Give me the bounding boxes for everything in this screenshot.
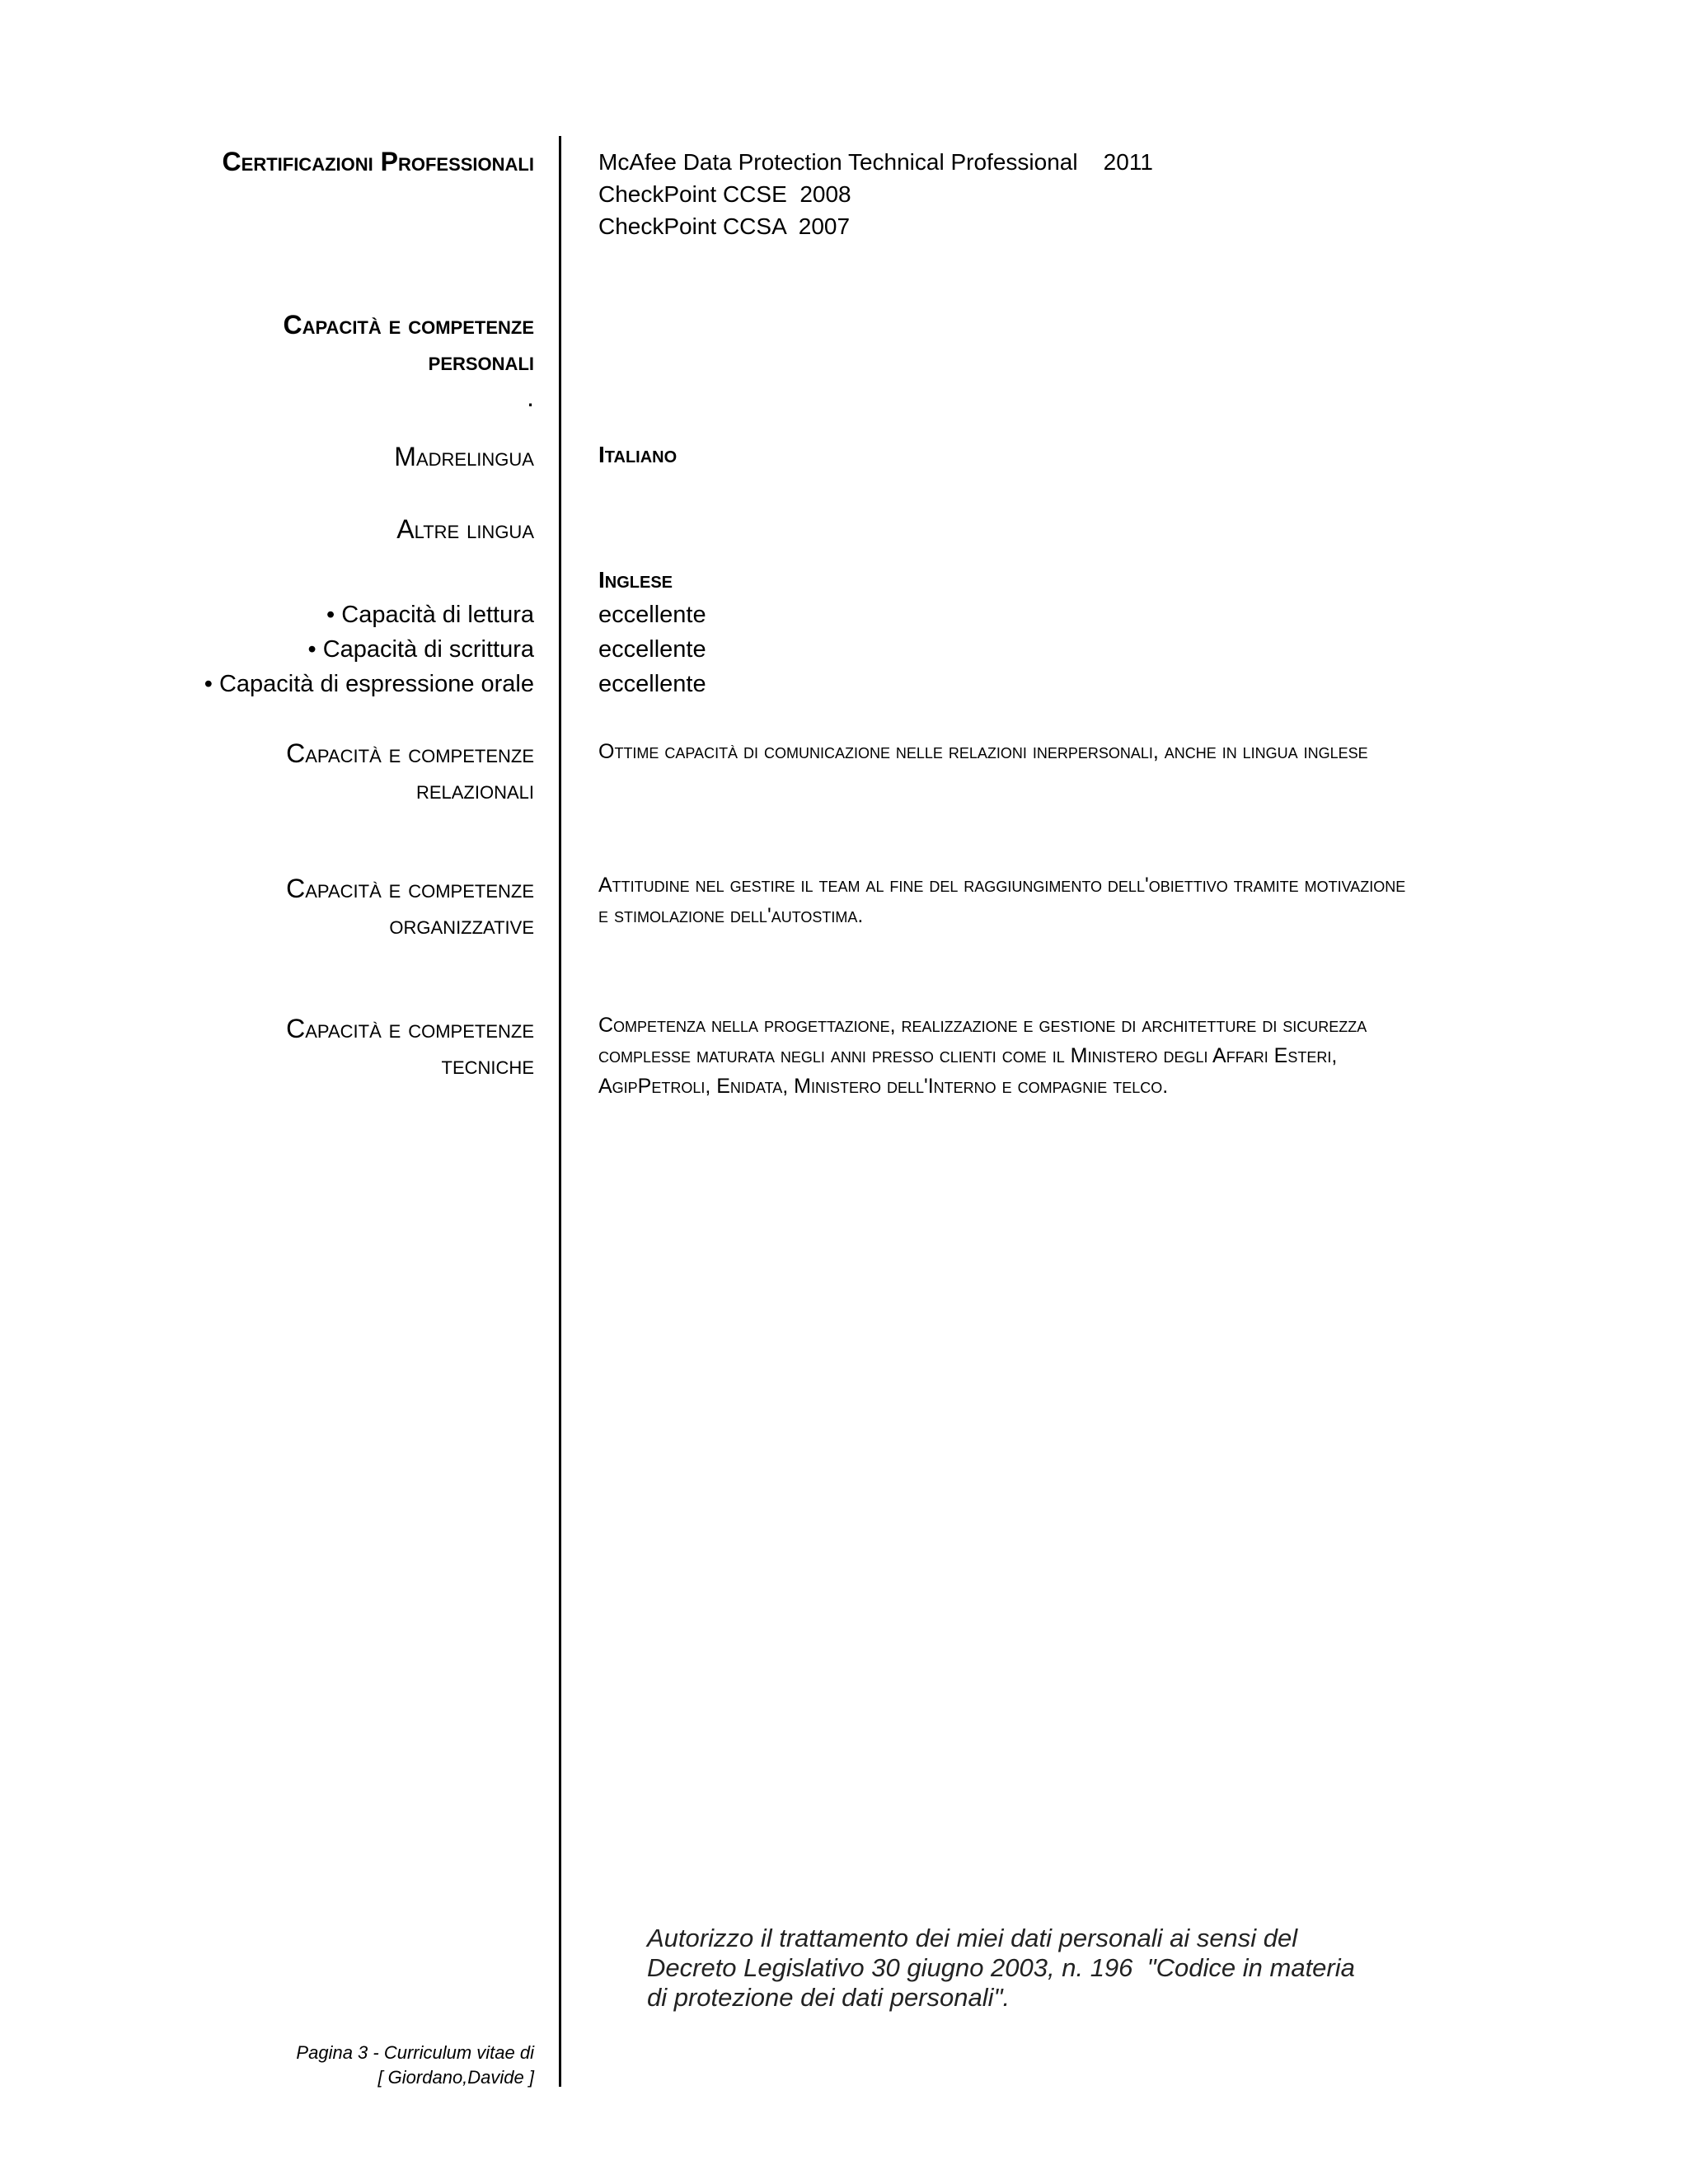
skill-label-writing: • Capacità di scrittura bbox=[307, 636, 534, 663]
relazionali-text-line: Ottime capacità di comunicazione nelle relazioni inerpersonali, anche in lingua inglese bbox=[598, 740, 1368, 763]
skill-label-reading: • Capacità di lettura bbox=[326, 602, 534, 628]
language-name: Inglese bbox=[598, 567, 673, 593]
personali-dot: . bbox=[527, 382, 534, 412]
cert-item: CheckPoint CCSA 2007 bbox=[598, 213, 851, 239]
madrelingua-value: Italiano bbox=[598, 442, 678, 467]
organizzative-text-line: Attitudine nel gestire il team al fine del raggiungimento dell'obiettivo tramite motivazione bbox=[598, 874, 1406, 897]
organizzative-label-line2: organizzative bbox=[389, 910, 534, 940]
privacy-consent bbox=[647, 1924, 1355, 2013]
madrelingua-label: Madrelingua bbox=[394, 442, 534, 471]
tecniche-text-line: Competenza nella progettazione, realizzazione e gestione di architetture di sicurezza bbox=[598, 1014, 1367, 1037]
consent-line: di protezione dei dati personali". bbox=[647, 1983, 1010, 2012]
footer-author: [ Giordano,Davide ] bbox=[377, 2067, 534, 2088]
consent-line: Decreto Legislativo 30 giugno 2003, n. 196 "Codice in materia bbox=[647, 1953, 1355, 1982]
tecniche-text-line: complesse maturata negli anni presso clienti come il Ministero degli Affari Esteri, bbox=[598, 1044, 1338, 1067]
tecniche-label bbox=[286, 1010, 534, 1083]
language-skill-labels bbox=[204, 598, 534, 701]
certificazioni-list bbox=[598, 146, 1153, 242]
consent-line: Autorizzo il trattamento dei miei dati personali ai sensi del bbox=[647, 1924, 1298, 1952]
altre-lingue-label: Altre lingua bbox=[396, 514, 534, 544]
organizzative-text-line: e stimolazione dell'autostima. bbox=[598, 904, 864, 927]
cert-item: CheckPoint CCSE 2008 bbox=[598, 181, 851, 207]
tecniche-text bbox=[598, 1010, 1522, 1102]
footer-page-info: Pagina 3 - Curriculum vitae di bbox=[296, 2042, 534, 2063]
relazionali-label-line1: Capacità e competenze bbox=[286, 738, 534, 768]
tecniche-label-line1: Capacità e competenze bbox=[286, 1014, 534, 1043]
cert-item: McAfee Data Protection Technical Professional 2011 bbox=[598, 149, 1153, 175]
personali-label bbox=[284, 307, 535, 415]
relazionali-label-line2: relazionali bbox=[415, 775, 534, 804]
organizzative-text bbox=[598, 870, 1522, 931]
vertical-divider bbox=[559, 136, 561, 2087]
tecniche-text-line: AgipPetroli, Enidata, Ministero dell'Interno e compagnie telco. bbox=[598, 1075, 1169, 1098]
organizzative-label bbox=[286, 870, 534, 943]
skill-value-reading: eccellente bbox=[598, 602, 706, 628]
page-footer bbox=[296, 2041, 534, 2090]
skill-value-speaking: eccellente bbox=[598, 671, 706, 697]
relazionali-text bbox=[598, 737, 1522, 767]
relazionali-label bbox=[286, 735, 534, 808]
organizzative-label-line1: Capacità e competenze bbox=[286, 874, 534, 903]
personali-label-line1: Capacità e competenze bbox=[283, 310, 534, 340]
certificazioni-label: Certificazioni Professionali bbox=[222, 147, 534, 176]
personali-label-line2: personali bbox=[428, 346, 534, 376]
language-skill-values bbox=[598, 598, 706, 701]
skill-value-writing: eccellente bbox=[598, 636, 706, 663]
skill-label-speaking: • Capacità di espressione orale bbox=[204, 671, 534, 697]
tecniche-label-line2: tecniche bbox=[441, 1050, 534, 1080]
